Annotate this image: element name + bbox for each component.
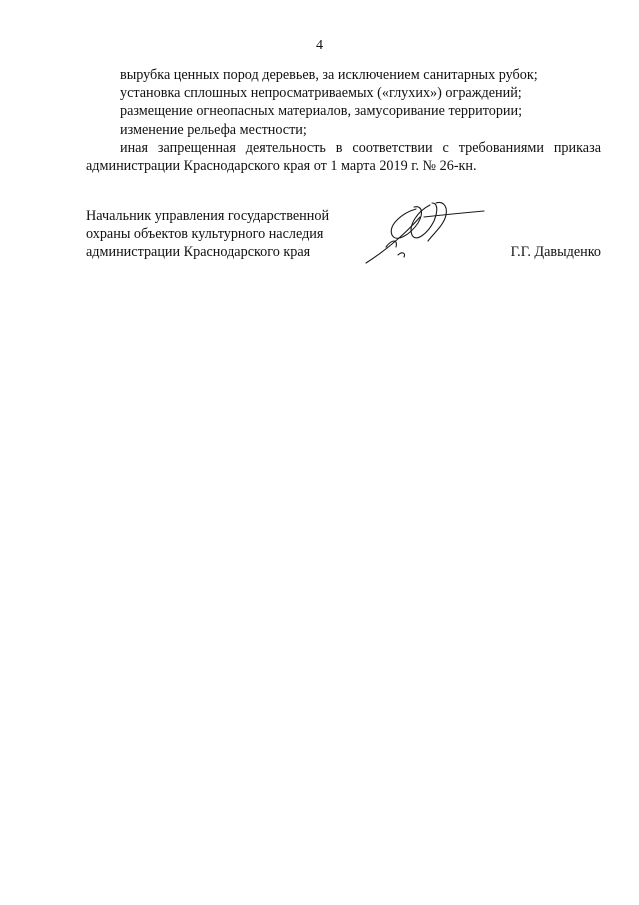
paragraph: изменение рельефа местности; xyxy=(120,121,307,138)
signer-name: Г.Г. Давыденко xyxy=(510,244,601,261)
page-number: 4 xyxy=(316,38,323,53)
paragraph: вырубка ценных пород деревьев, за исключением санитарных рубок; xyxy=(120,67,538,83)
body-text xyxy=(86,66,601,175)
signer-title-line: администрации Краснодарского края xyxy=(86,244,311,261)
signer-title-line: Начальник управления государственной xyxy=(86,208,330,224)
paragraph: иная запрещенная деятельность в соответствии с требованиями приказа администрации Краснодарского края от 1 марта 2019 г. № 26-кн. xyxy=(86,139,601,175)
signer-title xyxy=(86,207,329,262)
paragraph: размещение огнеопасных материалов, замусоривание территории; xyxy=(120,103,523,120)
paragraph: установка сплошных непросматриваемых («глухих») ограждений; xyxy=(120,85,522,102)
signer-title-line: охраны объектов культурного наследия xyxy=(86,226,324,243)
signature-block xyxy=(86,207,601,277)
handwritten-signature-icon xyxy=(358,195,488,275)
